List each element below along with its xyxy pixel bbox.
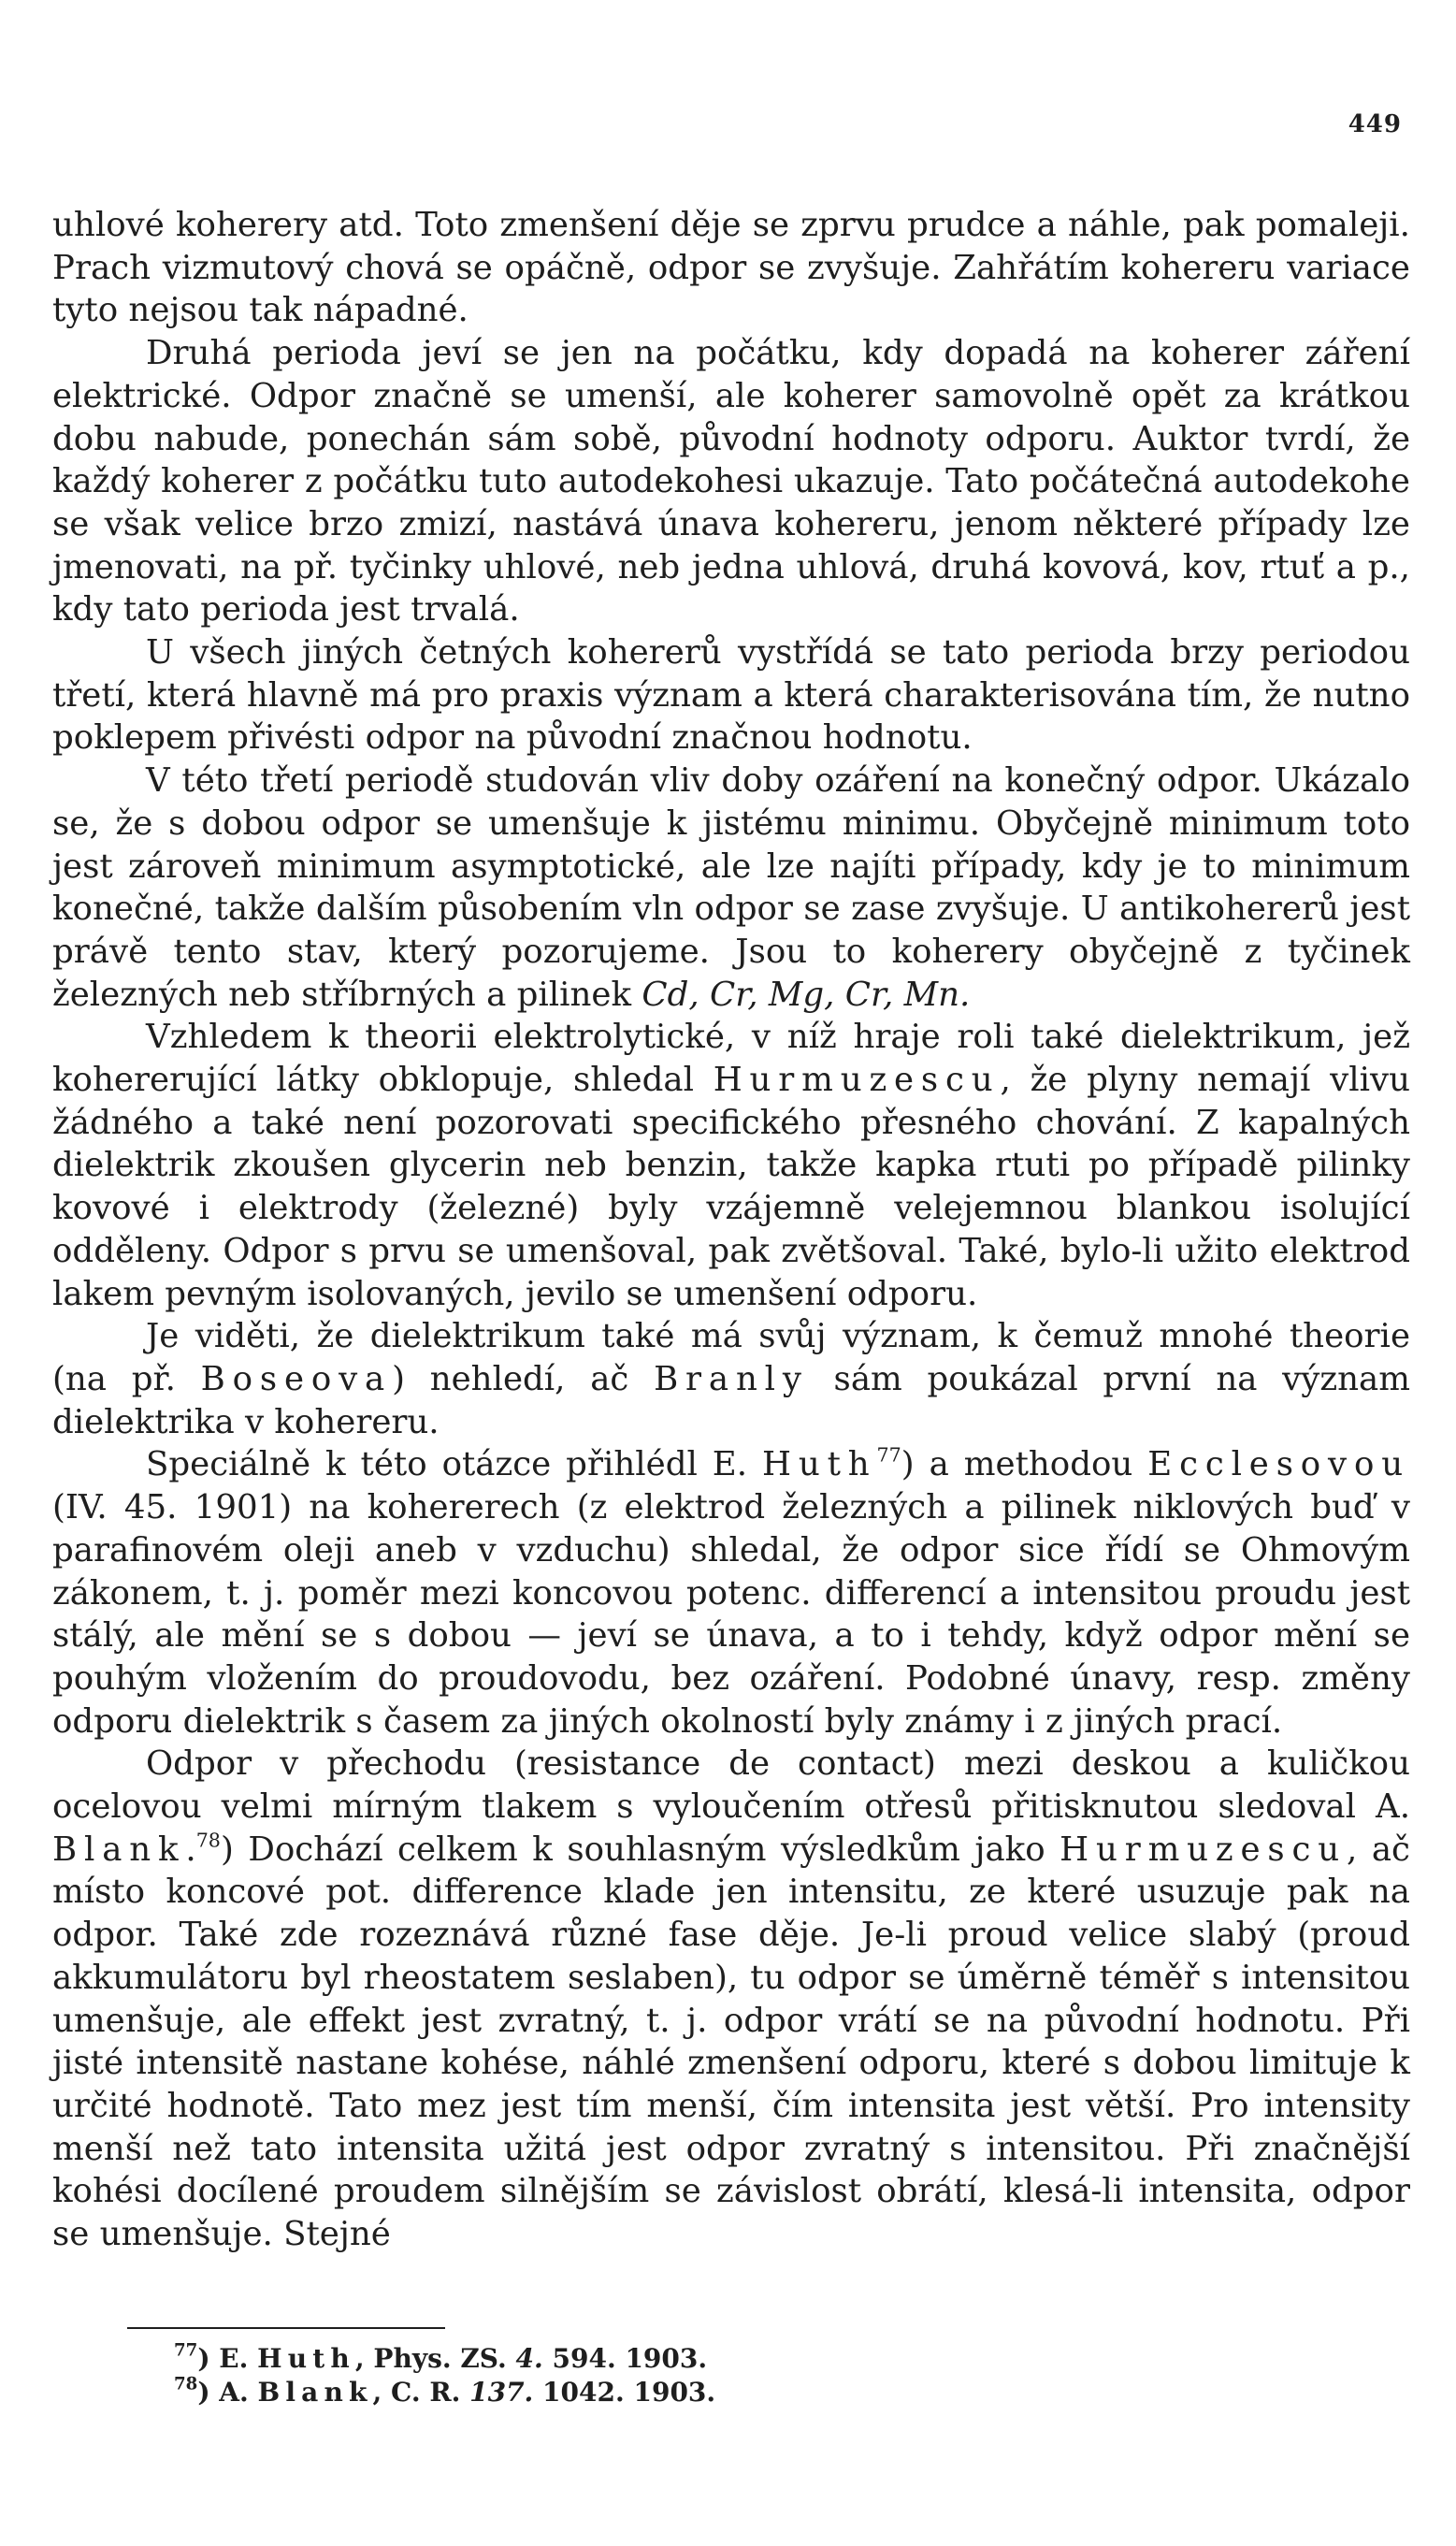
text-run: ) A. [197,2377,258,2408]
author-name: Huth [762,1445,877,1484]
footnote-ref: 77 [876,1443,901,1467]
footnote-number: 78 [174,2374,198,2394]
footnote-77 [52,2342,1410,2376]
text-run: Vzhledem k theorii elektrolytické, v níž hraje roli také dielektrikum, jež kohererující látky obklopuje, shledal [52,1018,1410,1100]
text-run: ) nehledí, ač [392,1359,655,1398]
text-run: , že plyny nemají vlivu žádného a také není pozorovati specifického přesného chování. Z kapalných dielektrik zkoušen glycerin neb benzin, takže kapka rtuti po případě pilinky kovové i elektrody (železné) byly vzájemně velejemnou blankou isolující odděleny. Odpor s prvu se umenšoval, pak zvětšoval. Také, bylo-li užito elektrod lakem pevným isolovaných, jevilo se umenšení odporu. [52,1061,1410,1313]
text-run: V této třetí periodě studován vliv doby ozáření na konečný odpor. Ukázalo se, že s dobou odpor se umenšuje k jistému minimu. Obyčejně minimum toto jest zároveň minimum asymptotické, ale lze najíti případy, kdy je to minimum konečné, takže dalším působením vln odpor se zase zvyšuje. U antikohererů jest právě tento stav, který pozorujeme. Jsou to koherery obyčejně z tyčinek železných neb stříbrných a pilinek [52,761,1410,1014]
text-run: , C. R. [372,2377,470,2408]
footnote-divider [127,2327,445,2329]
text-run: ) a methodou [901,1445,1148,1484]
text-run: Odpor v přechodu (resistance de contact) mezi deskou a kuličkou ocelovou velmi mírným tlakem s vyloučením otřesů přitisknutou sledoval A. [52,1744,1410,1827]
text-run: Speciálně k této otázce přihlédl E. [146,1445,763,1484]
page-number: 449 [1348,110,1402,138]
text-run: (IV. 45. 1901) na kohererech (z elektrod železných a pilinek niklových buď v parafinovém oleji aneb v vzduchu) shledal, že odpor sice řídí se Ohmovým zákonem, t. j. poměr mezi koncovou potenc. differencí a intensitou proudu jest stálý, ale mění se s dobou — jeví se únava, a to i tehdy, když odpor mění se pouhým vložením do proudovodu, bez ozáření. Podobné únavy, resp. změny odporu dielektrik s časem za jiných okolností byly známy i z jiných prací. [52,1488,1410,1741]
paragraph-8 [52,1743,1410,2255]
author-name: Ecclesovou [1147,1445,1410,1484]
author-name: Blank [52,1830,186,1869]
italic-text: 4. [515,2343,543,2374]
paragraph-6 [52,1315,1410,1443]
author-name: Hurmuzescu [713,1061,1001,1100]
body-text [52,204,1410,2256]
author-name: Blank [257,2377,373,2408]
text-run: uhlové koherery atd. Toto zmenšení děje se zprvu prudce a náhle, pak pomaleji. Prach vizmutový chová se opáčně, odpor se zvyšuje. Zahřátím kohereru variace tyto nejsou tak nápadné. [52,206,1410,330]
author-name: Hurmuzescu [1060,1830,1347,1869]
paragraph-1 [52,204,1410,332]
footnote-ref: 78 [195,1829,221,1852]
author-name: Boseova [200,1359,393,1398]
text-run: U všech jiných četných kohererů vystřídá se tato perioda brzy periodou třetí, která hlavně má pro praxis význam a která charakterisována tím, že nutno poklepem přivésti odpor na původní značnou hodnotu. [52,633,1410,758]
author-name: Branly [654,1359,809,1398]
text-run: ) Dochází celkem k souhlasným výsledkům jako [220,1830,1060,1869]
author-name: Huth [257,2343,355,2374]
paragraph-2 [52,332,1410,631]
paragraph-3 [52,631,1410,759]
italic-text: Cd, Cr, Mg, Cr, Mn. [642,975,971,1014]
text-run: 594. 1903. [542,2343,708,2374]
footnotes [52,2327,1410,2409]
footnote-78 [52,2376,1410,2409]
paragraph-4 [52,759,1410,1016]
text-run: . [185,1830,196,1869]
text-run: Je viděti, že dielektrikum také má svůj význam, k čemuž mnohé theorie (na př. [52,1317,1410,1398]
text-run: , ač místo koncové pot. difference klade jen intensitu, ze které usuzuje pak na odpor. Také zde rozeznává různé fase děje. Je-li proud velice slabý (proud akkumulátoru byl rheostatem seslaben), tu odpor se úměrně téměř s intensitou umenšuje, ale effekt jest zvratný, t. j. odpor vrátí se na původní hodnotu. Při jisté intensitě nastane kohése, náhlé zmenšení odporu, které s dobou limituje k určité hodnotě. Tato mez jest tím menší, čím intensita jest větší. Pro intensity menší než tato intensita užitá jest odpor zvratný s intensitou. Při značnější kohési docílené proudem silnějším se závislost obrátí, klesá-li intensita, odpor se umenšuje. Stejné [52,1830,1410,2254]
text-run: ) E. [197,2343,258,2374]
text-run: , Phys. ZS. [354,2343,516,2374]
text-run: Druhá perioda jeví se jen na počátku, kdy dopadá na koherer záření elektrické. Odpor značně se umenší, ale koherer samovolně opět za krátkou dobu nabude, ponechán sám sobě, původní hodnoty odporu. Auktor tvrdí, že každý koherer z počátku tuto autodekohesi ukazuje. Tato počátečná autodekohe se však velice brzo zmizí, nastává únava kohereru, jenom některé případy lze jmenovati, na př. tyčinky uhlové, neb jedna uhlová, druhá kovová, kov, rtuť a p., kdy tato perioda jest trvalá. [52,334,1410,629]
footnote-number: 77 [174,2340,198,2361]
text-run: sám poukázal první na význam dielektrika v kohereru. [52,1359,1410,1441]
paragraph-7 [52,1443,1410,1743]
italic-text: 137. [469,2377,534,2408]
paragraph-5 [52,1016,1410,1315]
text-run: 1042. 1903. [533,2377,716,2408]
